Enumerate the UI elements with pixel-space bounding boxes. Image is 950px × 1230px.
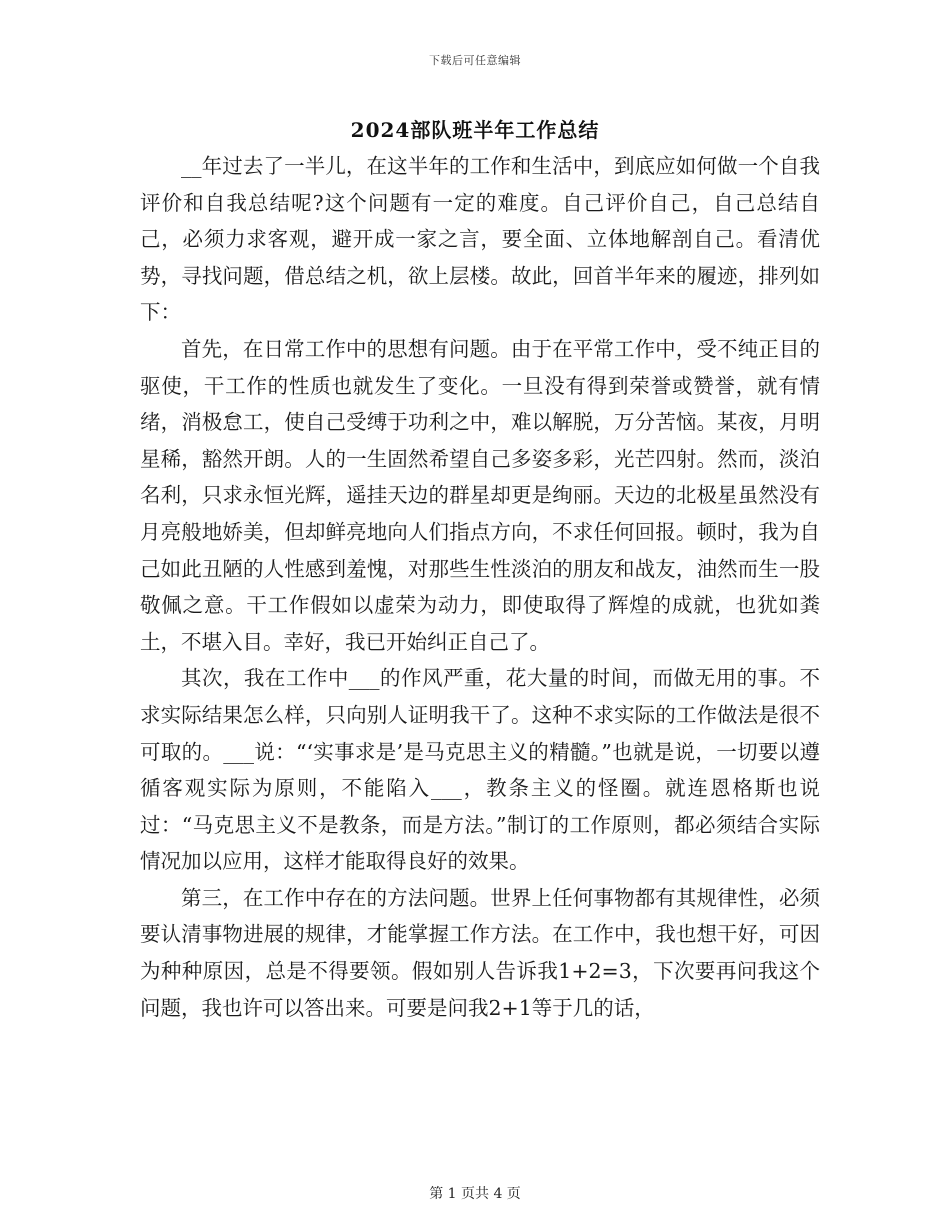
- paragraph-first-point: 首先，在日常工作中的思想有问题。由于在平常工作中，受不纯正目的驱使，干工作的性质也就发生了变化。一旦没有得到荣誉或赞誉，就有情绪，消极怠工，使自己受缚于功利之中，难以解脱，万分苦恼。某夜，月明星稀，豁然开朗。人的一生固然希望自己多姿多彩，光芒四射。然而，淡泊名利，只求永恒光辉，遥挂天边的群星却更是绚丽。天边的北极星虽然没有月亮般地娇美，但却鲜亮地向人们指点方向，不求任何回报。顿时，我为自己如此丑陋的人性感到羞愧，对那些生性淡泊的朋友和战友，油然而生一股敬佩之意。干工作假如以虚荣为动力，即使取得了辉煌的成就，也犹如粪土，不堪入目。幸好，我已开始纠正自己了。: [140, 336, 820, 654]
- document-title: 2024部队班半年工作总结: [350, 118, 600, 142]
- page-number: 第 1 页共 4 页: [429, 1186, 521, 1202]
- paragraph-second-point: 其次，我在工作中___的作风严重，花大量的时间，而做无用的事。不求实际结果怎么样，只向别人证明我干了。这种不求实际的工作做法是很不可取的。___说：“‘实事求是’是马克思主义的精髓。”也就是说，一切要以遵循客观实际为原则，不能陷入___，教条主义的怪圈。就连恩格斯也说过：“马克思主义不是教条，而是方法。”制订的工作原则，都必须结合实际情况加以应用，这样才能取得良好的效果。: [140, 666, 820, 874]
- page-header-note: 下载后可任意编辑: [429, 54, 521, 67]
- document-body: [140, 148, 820, 1026]
- paragraph-third-point: 第三，在工作中存在的方法问题。世界上任何事物都有其规律性，必须要认清事物进展的规律，才能掌握工作方法。在工作中，我也想干好，可因为种种原因，总是不得要领。假如别人告诉我1+2=3，下次要再问我这个问题，我也许可以答出来。可要是问我2+1等于几的话，: [140, 885, 820, 1020]
- paragraph-intro: __年过去了一半儿，在这半年的工作和生活中，到底应如何做一个自我评价和自我总结呢?这个问题有一定的难度。自己评价自己，自己总结自己，必须力求客观，避开成一家之言，要全面、立体地解剖自己。看清优势，寻找问题，借总结之机，欲上层楼。故此，回首半年来的履迹，排列如下：: [140, 154, 820, 325]
